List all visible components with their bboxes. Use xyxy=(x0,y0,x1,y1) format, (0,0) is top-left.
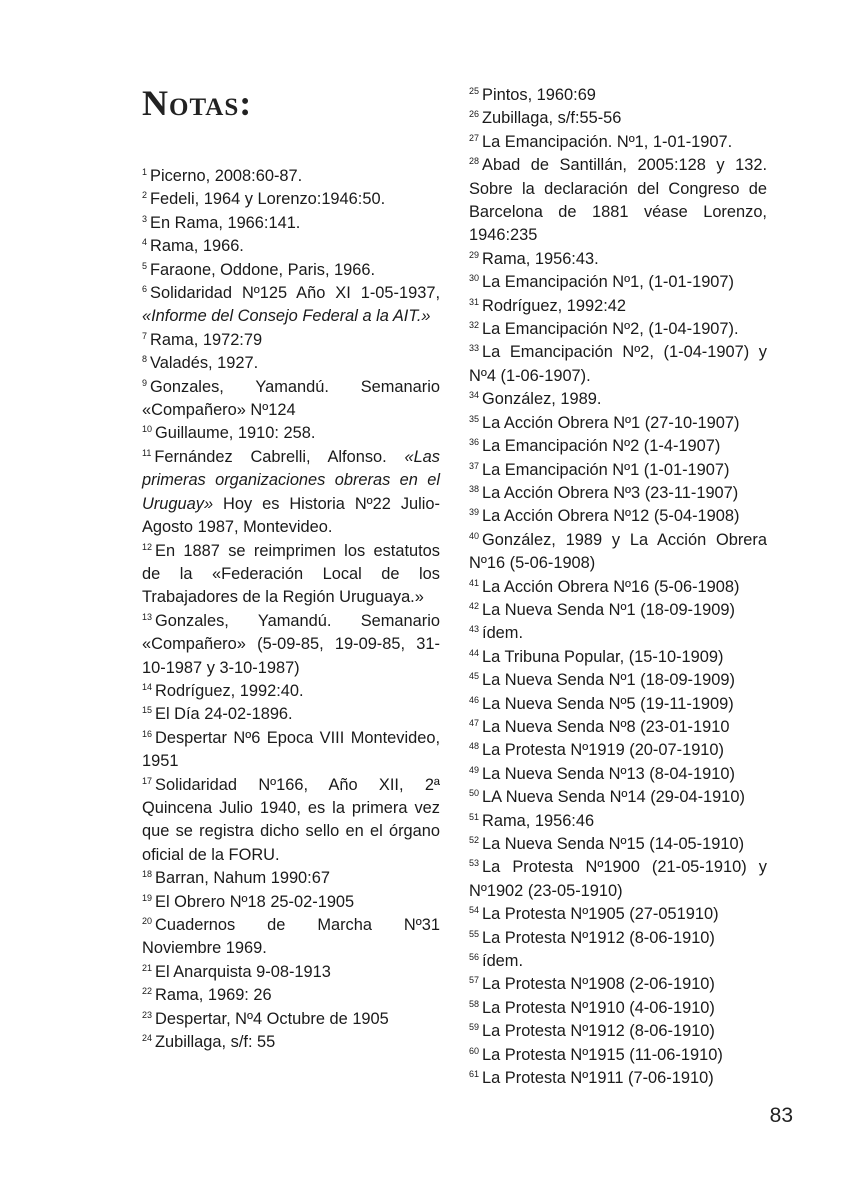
footnote-text: La Emancipación Nº1 (1-01-1907) xyxy=(482,460,730,479)
footnote-text: La Nueva Senda Nº1 (18-09-1909) xyxy=(482,671,735,690)
footnote-text: La Nueva Senda Nº15 (14-05-1910) xyxy=(482,835,745,853)
footnote-item xyxy=(142,446,440,540)
footnote-number: 60 xyxy=(469,1045,480,1056)
footnote-text: La Emancipación Nº1, (1-01-1907) xyxy=(482,273,734,292)
footnote-text: Abad de Santillán, 2005:128 y 132. Sobre la declaración del Congreso de Barcelona de 1881 véase Lorenzo, 1946:235 xyxy=(469,156,767,245)
footnote-item xyxy=(469,388,767,411)
footnote-item xyxy=(142,188,440,211)
footnote-item xyxy=(142,867,440,890)
footnote-number: 7 xyxy=(142,330,148,341)
footnote-number: 58 xyxy=(469,998,480,1009)
footnote-number: 50 xyxy=(469,788,480,799)
footnote-number: 5 xyxy=(142,260,148,271)
footnote-item xyxy=(469,716,767,739)
footnote-text: Pintos, 1960:69 xyxy=(482,86,596,104)
footnote-item xyxy=(469,833,767,856)
footnote-item xyxy=(142,1031,440,1054)
footnote-text: El Día 24-02-1896. xyxy=(155,705,293,724)
footnote-text: Gonzales, Yamandú. Semanario «Compañero» (5-09-85, 19-09-85, 31-10-1987 y 3-10-1987) xyxy=(142,611,440,677)
footnote-number: 30 xyxy=(469,273,480,284)
footnote-number: 31 xyxy=(469,296,480,307)
footnote-item xyxy=(469,107,767,130)
footnote-text: González, 1989 y La Acción Obrera Nº16 (5-06-1908) xyxy=(469,530,767,573)
footnote-item xyxy=(142,891,440,914)
footnote-number: 12 xyxy=(142,541,153,552)
footnote-text-continued: Hoy es Historia Nº22 Julio-Agosto 1987, Montevideo. xyxy=(142,494,440,537)
footnote-number: 42 xyxy=(469,600,480,611)
footnote-item xyxy=(469,973,767,996)
footnote-text: Rama, 1956:46 xyxy=(482,811,595,830)
footnote-text: Rama, 1956:43. xyxy=(482,249,599,268)
footnote-item xyxy=(469,646,767,669)
footnote-number: 19 xyxy=(142,892,153,903)
footnote-text: Rama, 1969: 26 xyxy=(155,986,272,1005)
footnote-item xyxy=(469,435,767,458)
footnote-item xyxy=(142,703,440,726)
footnote-item xyxy=(469,459,767,482)
footnote-item xyxy=(142,610,440,680)
footnote-item xyxy=(142,540,440,610)
footnote-text: Barran, Nahum 1990:67 xyxy=(155,869,330,888)
footnote-text: La Protesta Nº1908 (2-06-1910) xyxy=(482,975,715,994)
footnote-item xyxy=(142,961,440,984)
footnote-item xyxy=(469,810,767,833)
footnote-text: Rodríguez, 1992:42 xyxy=(482,296,626,315)
footnote-item xyxy=(469,622,767,645)
footnote-item xyxy=(469,599,767,622)
footnote-item xyxy=(142,235,440,258)
footnote-text: Fedeli, 1964 y Lorenzo:1946:50. xyxy=(150,190,386,209)
footnote-item xyxy=(142,680,440,703)
footnote-number: 40 xyxy=(469,530,480,541)
footnote-number: 51 xyxy=(469,811,480,822)
footnote-number: 22 xyxy=(142,986,153,997)
footnote-item xyxy=(469,529,767,576)
footnote-item xyxy=(469,295,767,318)
footnote-text: En Rama, 1966:141. xyxy=(150,213,301,232)
footnote-text: La Emancipación Nº2, (1-04-1907) y Nº4 (1-06-1907). xyxy=(469,343,767,385)
footnote-number: 38 xyxy=(469,483,480,494)
footnote-text: La Acción Obrera Nº3 (23-11-1907) xyxy=(482,483,739,502)
footnote-item xyxy=(469,248,767,271)
footnote-number: 61 xyxy=(469,1069,480,1080)
footnote-number: 56 xyxy=(469,952,480,963)
footnote-text: La Protesta Nº1911 (7-06-1910) xyxy=(482,1069,714,1088)
footnote-item xyxy=(469,1044,767,1067)
footnote-text: El Anarquista 9-08-1913 xyxy=(155,962,331,981)
footnote-text: Guillaume, 1910: 258. xyxy=(155,424,316,443)
footnote-number: 18 xyxy=(142,869,153,880)
footnote-text: La Acción Obrera Nº12 (5-04-1908) xyxy=(482,507,740,526)
footnote-item xyxy=(142,329,440,352)
footnote-item xyxy=(142,914,440,961)
footnote-number: 34 xyxy=(469,390,480,401)
footnote-item xyxy=(469,576,767,599)
footnote-item xyxy=(469,927,767,950)
footnote-number: 46 xyxy=(469,694,480,705)
footnote-item xyxy=(469,131,767,154)
footnote-number: 3 xyxy=(142,213,148,224)
footnote-item xyxy=(469,1067,767,1090)
footnote-item xyxy=(469,786,767,809)
footnote-text: La Protesta Nº1912 (8-06-1910) xyxy=(482,1022,715,1041)
footnote-item xyxy=(142,352,440,375)
footnote-item xyxy=(469,84,767,107)
footnote-text: Despertar Nº6 Epoca VIII Montevideo, 1951 xyxy=(142,728,440,771)
footnote-number: 35 xyxy=(469,413,480,424)
footnote-number: 49 xyxy=(469,764,480,775)
footnote-item xyxy=(142,165,440,188)
footnote-text: LA Nueva Senda Nº14 (29-04-1910) xyxy=(482,788,745,807)
footnote-number: 1 xyxy=(142,167,148,177)
footnote-text: Solidaridad Nº166, Año XII, 2ª Quincena Julio 1940, es la primera vez que se registra dicho sello en el órgano oficial de la FORU. xyxy=(142,775,440,864)
footnote-number: 26 xyxy=(469,109,480,120)
footnote-item xyxy=(469,693,767,716)
footnote-number: 8 xyxy=(142,354,148,365)
footnote-text: La Acción Obrera Nº16 (5-06-1908) xyxy=(482,577,740,596)
footnote-item xyxy=(142,727,440,774)
footnote-number: 24 xyxy=(142,1033,153,1044)
footnote-item xyxy=(469,154,767,248)
footnote-item xyxy=(469,318,767,341)
footnote-item xyxy=(142,984,440,1007)
footnote-text: La Emancipación. Nº1, 1-01-1907. xyxy=(482,132,733,151)
notes-column-right xyxy=(469,84,767,1090)
footnote-item xyxy=(469,903,767,926)
footnote-item xyxy=(142,376,440,423)
footnote-text: Picerno, 2008:60-87. xyxy=(150,167,303,185)
footnote-number: 25 xyxy=(469,86,480,96)
footnote-number: 39 xyxy=(469,507,480,518)
footnote-text: ídem. xyxy=(482,952,524,971)
footnote-number: 33 xyxy=(469,343,480,354)
footnote-text: La Protesta Nº1912 (8-06-1910) xyxy=(482,928,715,947)
footnote-item xyxy=(142,212,440,235)
footnote-number: 55 xyxy=(469,928,480,939)
footnote-number: 2 xyxy=(142,190,148,201)
footnote-number: 41 xyxy=(469,577,480,588)
footnote-number: 14 xyxy=(142,681,153,692)
footnote-text: Despertar, Nº4 Octubre de 1905 xyxy=(155,1009,389,1028)
footnote-number: 27 xyxy=(469,132,480,143)
footnote-text: La Nueva Senda Nº13 (8-04-1910) xyxy=(482,764,735,783)
footnote-text: La Protesta Nº1915 (11-06-1910) xyxy=(482,1045,723,1064)
footnote-text: El Obrero Nº18 25-02-1905 xyxy=(155,892,355,911)
footnote-text: Rama, 1972:79 xyxy=(150,330,263,349)
footnote-text: En 1887 se reimprimen los estatutos de la «Federación Local de los Trabajadores de la Región Uruguaya.» xyxy=(142,541,440,607)
footnote-text: ídem. xyxy=(482,624,524,643)
footnote-italic-text: «Las primeras organizaciones obreras en el Uruguay» xyxy=(142,447,440,513)
footnote-italic-text: «Informe del Consejo Federal a la AIT.» xyxy=(142,307,431,326)
footnote-text: La Acción Obrera Nº1 (27-10-1907) xyxy=(482,413,740,432)
footnote-item xyxy=(142,282,440,329)
footnote-number: 6 xyxy=(142,284,148,295)
footnote-number: 43 xyxy=(469,624,480,635)
footnote-text: Rodríguez, 1992:40. xyxy=(155,681,304,700)
footnote-number: 28 xyxy=(469,156,480,167)
footnote-text: Gonzales, Yamandú. Semanario «Compañero» Nº124 xyxy=(142,377,440,420)
footnote-number: 29 xyxy=(469,249,480,260)
footnote-number: 45 xyxy=(469,671,480,682)
footnote-number: 37 xyxy=(469,460,480,471)
footnote-item xyxy=(469,482,767,505)
footnote-item xyxy=(469,271,767,294)
footnote-number: 44 xyxy=(469,647,480,658)
footnote-text: La Emancipación Nº2, (1-04-1907). xyxy=(482,320,739,339)
footnote-text: Cuadernos de Marcha Nº31 Noviembre 1969. xyxy=(142,916,440,958)
footnote-number: 17 xyxy=(142,775,153,786)
footnote-text: Solidaridad Nº125 Año XI 1-05-1937, xyxy=(150,284,440,303)
footnote-text: La Protesta Nº1919 (20-07-1910) xyxy=(482,741,724,760)
footnote-number: 16 xyxy=(142,728,153,739)
footnote-number: 15 xyxy=(142,705,153,716)
footnote-text: Rama, 1966. xyxy=(150,237,244,256)
footnote-number: 54 xyxy=(469,905,480,916)
footnote-item xyxy=(142,1008,440,1031)
footnote-item xyxy=(469,739,767,762)
footnote-item xyxy=(469,412,767,435)
footnote-text: La Protesta Nº1905 (27-051910) xyxy=(482,905,719,924)
footnote-number: 11 xyxy=(142,447,152,458)
footnote-text: La Tribuna Popular, (15-10-1909) xyxy=(482,647,724,666)
footnote-text: La Protesta Nº1910 (4-06-1910) xyxy=(482,998,715,1017)
footnote-text: La Nueva Senda Nº8 (23-01-1910 xyxy=(482,717,730,736)
notes-column-left xyxy=(142,165,440,1054)
footnote-number: 32 xyxy=(469,320,480,331)
footnote-text: La Nueva Senda Nº1 (18-09-1909) xyxy=(482,600,735,619)
footnote-item xyxy=(469,856,767,903)
footnote-number: 13 xyxy=(142,611,153,622)
footnote-item xyxy=(469,505,767,528)
footnote-number: 9 xyxy=(142,377,148,388)
footnote-item xyxy=(469,763,767,786)
footnote-number: 23 xyxy=(142,1009,153,1020)
footnote-item xyxy=(142,774,440,868)
footnote-number: 36 xyxy=(469,437,480,448)
footnote-text: Valadés, 1927. xyxy=(150,354,259,373)
footnote-item xyxy=(469,669,767,692)
footnote-text: La Nueva Senda Nº5 (19-11-1909) xyxy=(482,694,734,713)
footnote-number: 57 xyxy=(469,975,480,986)
footnote-text: Fernández Cabrelli, Alfonso. xyxy=(154,447,405,466)
footnote-item xyxy=(469,1020,767,1043)
footnote-number: 20 xyxy=(142,916,153,926)
page-number: 83 xyxy=(769,1104,793,1127)
footnote-text: La Emancipación Nº2 (1-4-1907) xyxy=(482,437,721,456)
footnote-number: 10 xyxy=(142,424,153,435)
footnote-number: 21 xyxy=(142,962,153,973)
page-heading: Notas: xyxy=(142,83,253,123)
footnote-item xyxy=(142,259,440,282)
footnote-item xyxy=(142,422,440,445)
footnote-number: 52 xyxy=(469,835,480,845)
footnote-number: 59 xyxy=(469,1022,480,1033)
footnote-text: González, 1989. xyxy=(482,390,602,409)
footnote-number: 4 xyxy=(142,237,148,248)
footnote-item xyxy=(469,341,767,388)
footnote-item xyxy=(469,997,767,1020)
footnote-text: Faraone, Oddone, Paris, 1966. xyxy=(150,260,376,279)
footnote-number: 48 xyxy=(469,741,480,752)
footnote-number: 53 xyxy=(469,858,480,869)
footnote-text: Zubillaga, s/f:55-56 xyxy=(482,109,622,128)
footnote-item xyxy=(469,950,767,973)
footnote-number: 47 xyxy=(469,717,480,728)
footnote-text: La Protesta Nº1900 (21-05-1910) y Nº1902 (23-05-1910) xyxy=(469,858,767,900)
footnote-text: Zubillaga, s/f: 55 xyxy=(155,1033,276,1052)
